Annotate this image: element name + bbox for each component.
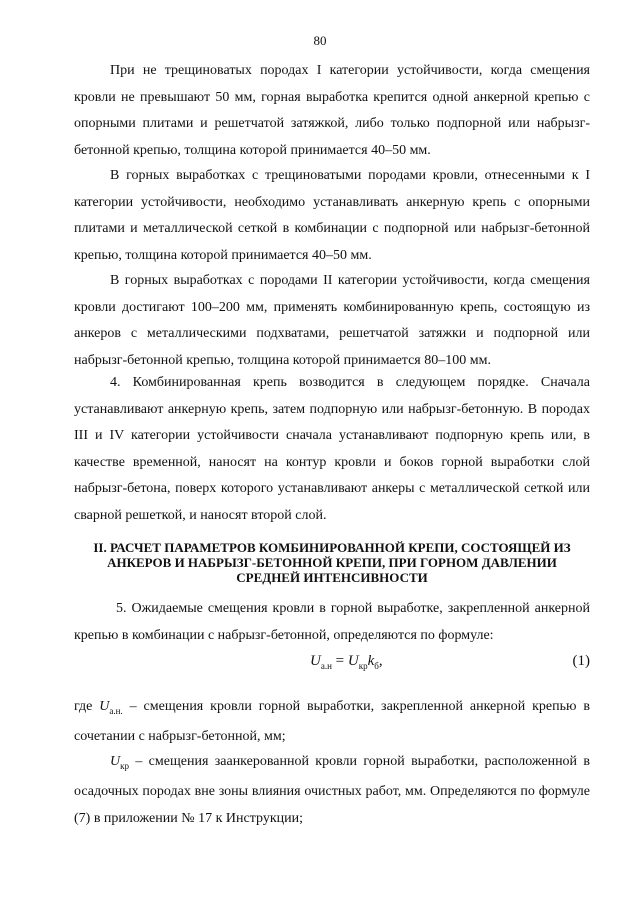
- section-heading: II. РАСЧЕТ ПАРАМЕТРОВ КОМБИНИРОВАННОЙ КРЕПИ, СОСТОЯЩЕЙ ИЗ АНКЕРОВ И НАБРЫЗГ-БЕТОННОЙ КРЕПИ, ПРИ ГОРНОМ ДАВЛЕНИИ СРЕДНЕЙ ИНТЕНСИВНОСТИ: [93, 540, 571, 585]
- formula-1: [74, 651, 590, 679]
- paragraph-category-2: В горных выработках с породами II категории устойчивости, когда смещения кровли достигают 100–200 мм, применять комбинированную крепь, состоящую из анкеров с металлическими подхватами, решетчатой затяжки и подпорной или набрызг-бетонной крепью, толщина которой принимается 80–100 мм.: [74, 273, 590, 368]
- paragraph-category-1-nonfractured: При не трещиноватых породах I категории устойчивости, когда смещения кровли не превышают 50 мм, горная выработка крепится одной анкерной крепью с опорными плитами и решетчатой затяжкой, либо только подпорной или набрызг-бетонной крепью, толщина которой принимается 40–50 мм.: [74, 63, 590, 158]
- definition-u-kr: $U_{кр}$ – смещения заанкерованной кровли горной выработки, расположенной в осадочных породах вне зоны влияния очистных работ, мм. Определяются по формуле (7) в приложении № 17 к Инструкции;: [74, 754, 590, 826]
- paragraph-item-4: 4. Комбинированная крепь возводится в следующем порядке. Сначала устанавливают анкерную крепь, затем подпорную или набрызг-бетонную. В породах III и IV категории устойчивости сначала устанавливают подпорную крепь или, в качестве временной, наносят на контур кровли и боков горной выработки слой набрызг-бетона, поверх которого устанавливают анкеры с металлической сеткой или сварной решеткой, и наносят второй слой.: [74, 375, 590, 523]
- formula-expression: $U_{а.н} = U_{кр}k_б$,: [310, 653, 383, 671]
- page-number: 80: [313, 33, 327, 48]
- paragraph-category-1-fractured: В горных выработках с трещиноватыми породами кровли, отнесенными к I категории устойчивости, необходимо устанавливать анкерную крепь с опорными плитами и металлической сеткой в комбинации с подпорной или набрызг-бетонной крепью, толщина которой принимается 40–50 мм.: [74, 168, 590, 263]
- definition-u-an: где $U_{а.н.}$ – смещения кровли горной выработки, закрепленной анкерной крепью в сочетании с набрызг-бетонной, мм;: [74, 699, 590, 745]
- formula-number: (1): [572, 653, 590, 669]
- paragraph-item-5: 5. Ожидаемые смещения кровли в горной выработке, закрепленной анкерной крепью в комбинации с набрызг-бетонной, определяются по формуле:: [74, 601, 590, 643]
